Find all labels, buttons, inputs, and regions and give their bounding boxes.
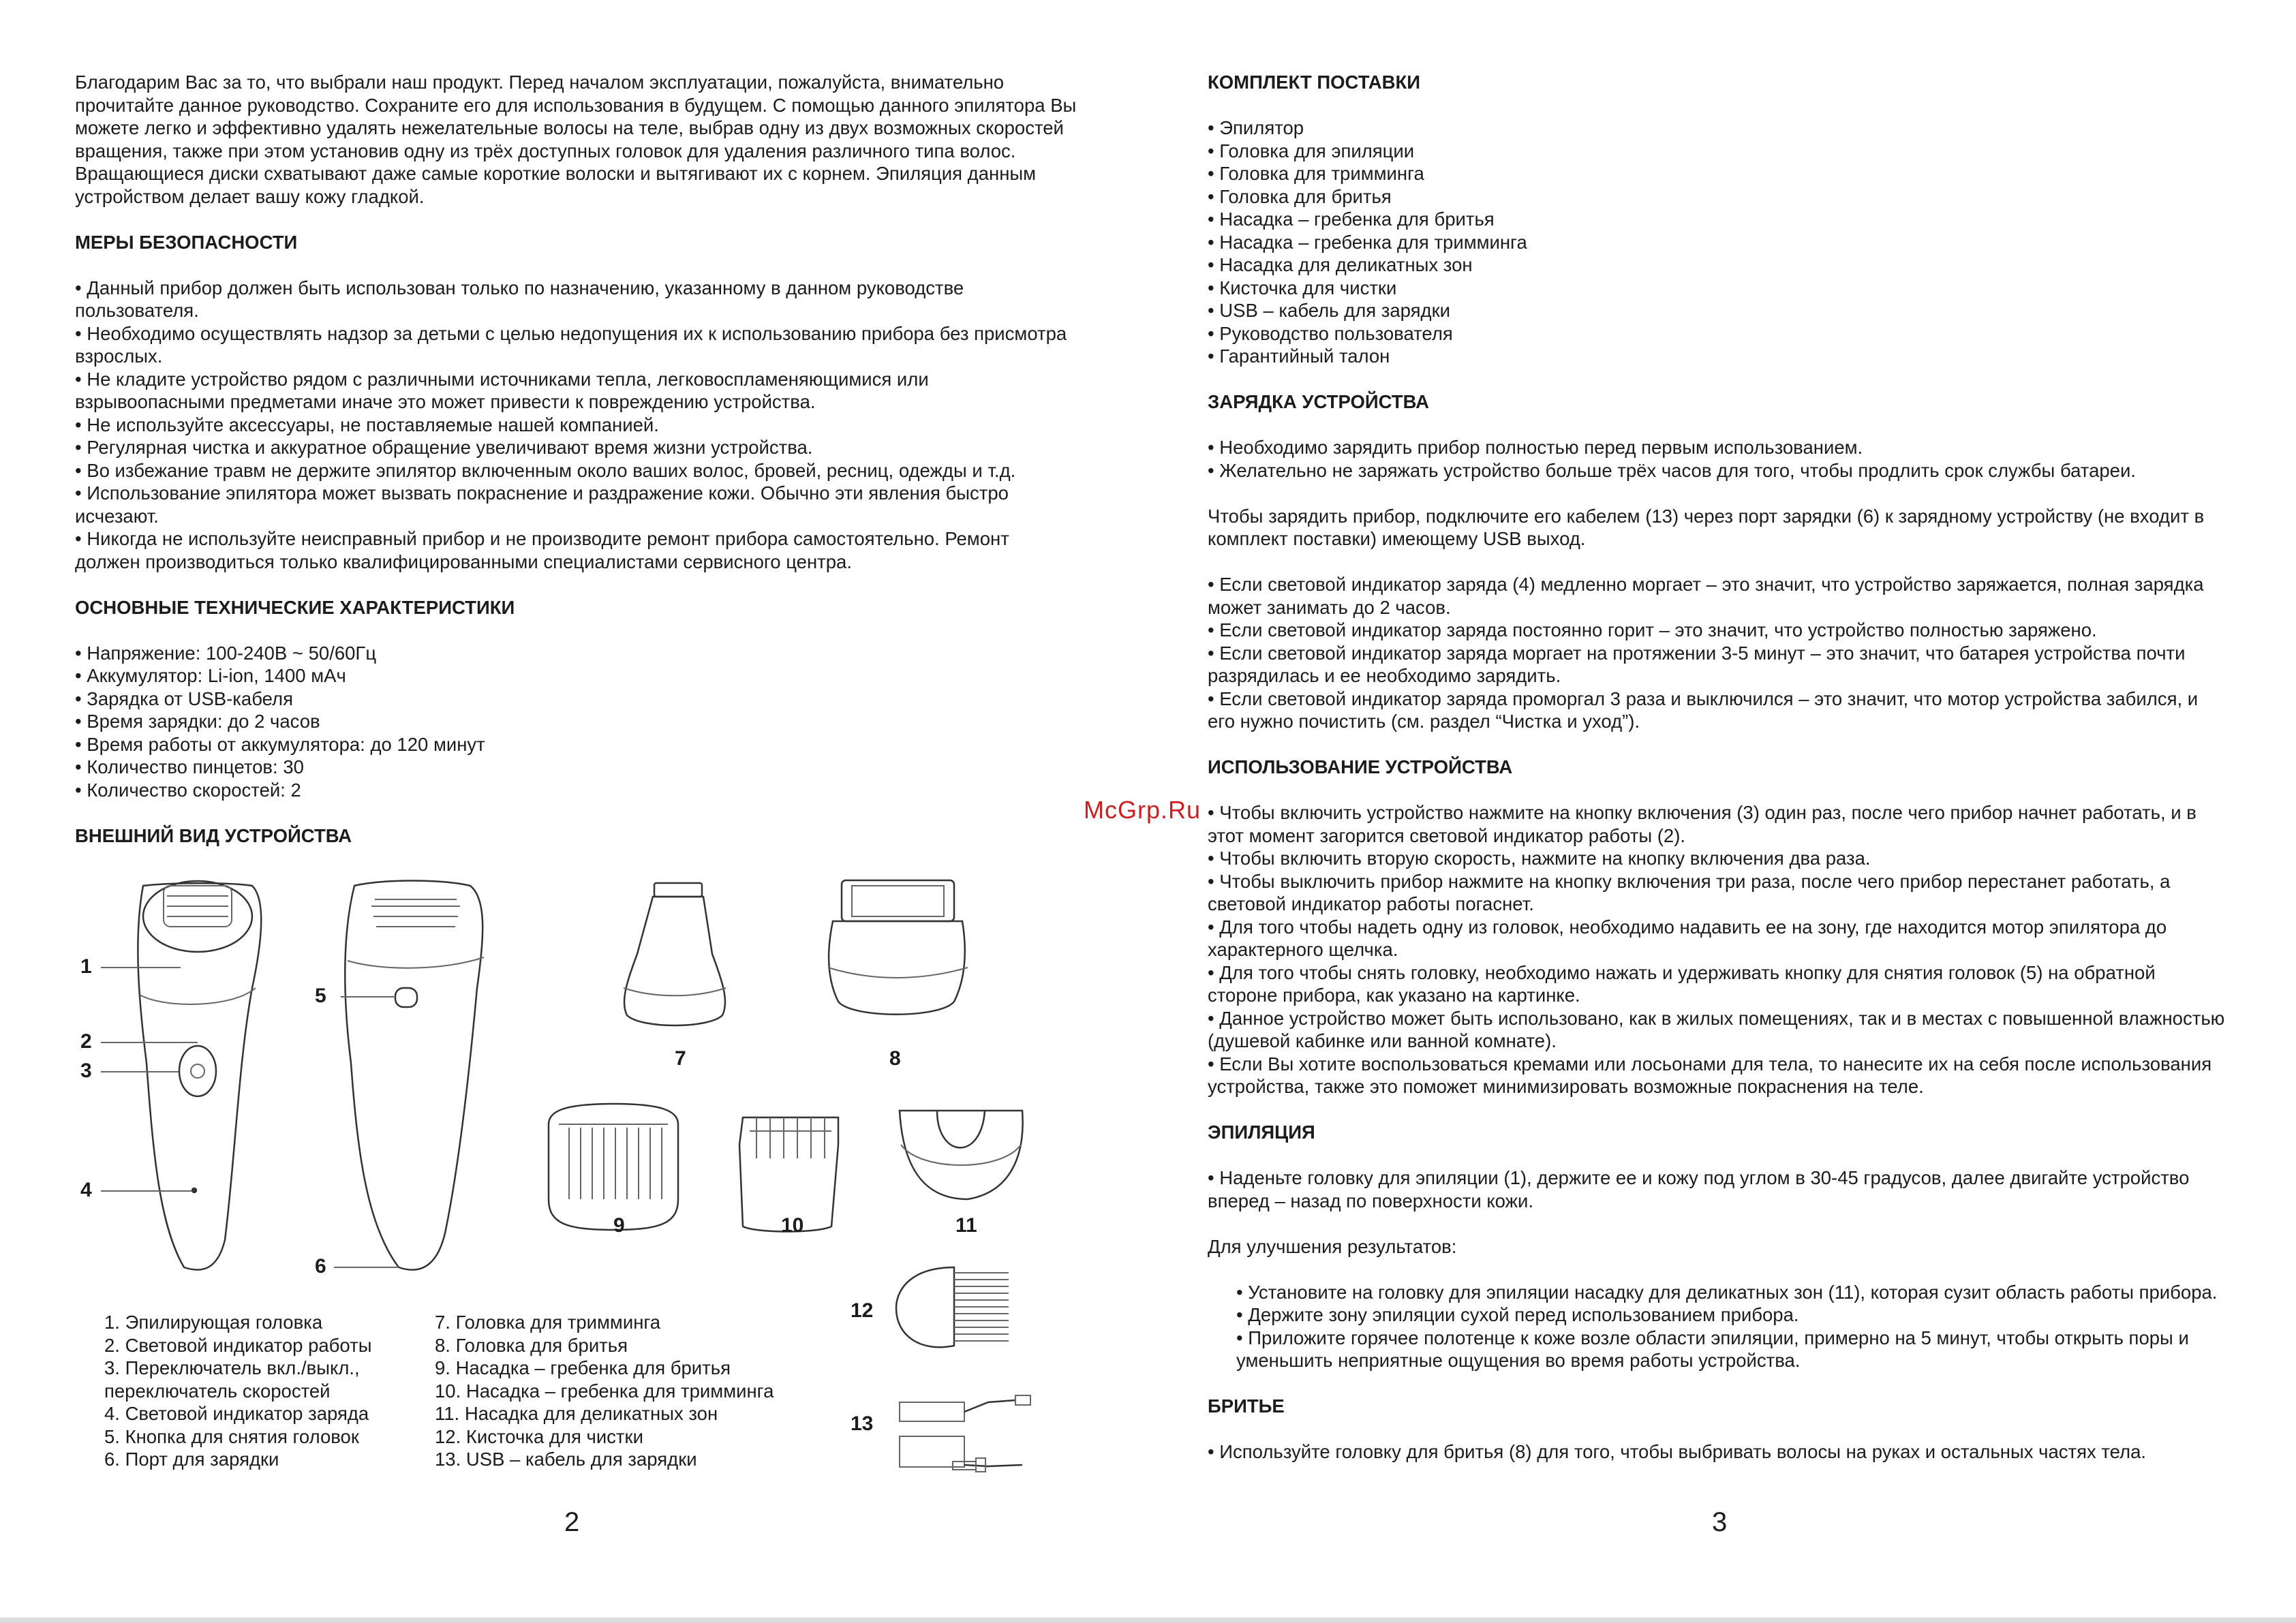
legend-item: переключатель скоростей bbox=[104, 1380, 331, 1402]
right-text-column bbox=[1208, 71, 2230, 1464]
list-item: • Время зарядки: до 2 часов bbox=[75, 711, 320, 732]
callout-8: 8 bbox=[889, 1047, 901, 1070]
watermark-text: McGrp.Ru bbox=[1084, 796, 1201, 824]
callout-4: 4 bbox=[80, 1179, 92, 1201]
epilator-front-illustration bbox=[138, 881, 261, 1270]
list-item: • Насадка – гребенка для бритья bbox=[1208, 208, 1495, 230]
list-item: • Насадка – гребенка для тримминга bbox=[1208, 231, 1527, 253]
results-list bbox=[1208, 1281, 2230, 1372]
kit-heading: КОМПЛЕКТ ПОСТАВКИ bbox=[1208, 72, 1421, 93]
list-item: • USB – кабель для зарядки bbox=[1208, 300, 1450, 321]
page-number: 3 bbox=[1712, 1507, 1728, 1537]
list-item: • Для того чтобы надеть одну из головок, необходимо надавить ее на зону, где находится мотор эпилятора до характерного щелчка. bbox=[1208, 916, 2167, 960]
callout-9: 9 bbox=[613, 1214, 625, 1237]
list-item: • Данный прибор должен быть использован только по назначению, указанному в данном руководстве пользователя. bbox=[75, 277, 969, 321]
list-item: • Эпилятор bbox=[1208, 117, 1304, 138]
cleaning-brush-illustration bbox=[896, 1267, 1009, 1347]
legend-item: 10. Насадка – гребенка для тримминга bbox=[435, 1380, 774, 1402]
delicate-cap-illustration bbox=[900, 1111, 1023, 1199]
usage-heading: ИСПОЛЬЗОВАНИЕ УСТРОЙСТВА bbox=[1208, 756, 1513, 777]
list-item: • Чтобы включить устройство нажмите на кнопку включения (3) один раз, после чего прибор начнет работать, и в этот момент загорится световой индикатор работы (2). bbox=[1208, 802, 2196, 846]
list-item: • Необходимо осуществлять надзор за детьми с целью недопущения их к использованию прибора без присмотра взрослых. bbox=[75, 322, 1072, 367]
list-item: • Количество пинцетов: 30 bbox=[75, 756, 304, 777]
list-item: • Если световой индикатор заряда моргает на протяжении 3-5 минут – это значит, что батарея устройства почти разрядилась и ее необходимо зарядить. bbox=[1208, 642, 2186, 686]
safety-heading: МЕРЫ БЕЗОПАСНОСТИ bbox=[75, 231, 298, 253]
list-item: • Головка для бритья bbox=[1208, 185, 1392, 207]
callout-1: 1 bbox=[80, 955, 92, 978]
callout-2: 2 bbox=[80, 1030, 92, 1053]
results-intro: Для улучшения результатов: bbox=[1208, 1235, 1457, 1257]
list-item: • Если световой индикатор заряда постоянно горит – это значит, что устройство полностью заряжено. bbox=[1208, 619, 2097, 640]
epilator-back-illustration bbox=[345, 881, 484, 1270]
page-number: 2 bbox=[564, 1507, 580, 1537]
list-item: • Установите на головку для эпиляции насадку для деликатных зон (11), которая сузит область работы прибора. bbox=[1236, 1281, 2218, 1303]
callout-11: 11 bbox=[955, 1214, 977, 1237]
list-item: • Никогда не используйте неисправный прибор и не производите ремонт прибора самостоятельно. Ремонт должен производиться только квалифицированными специалистами сервисного центра. bbox=[75, 528, 1015, 572]
shaving-head-illustration bbox=[828, 880, 968, 1015]
legend-item: 7. Головка для тримминга bbox=[435, 1312, 661, 1333]
callout-12: 12 bbox=[851, 1299, 874, 1322]
epilation-heading: ЭПИЛЯЦИЯ bbox=[1208, 1122, 1315, 1143]
charging-paragraph: Чтобы зарядить прибор, подключите его кабелем (13) через порт зарядки (6) к зарядному устройству (не входит в комплект поставки) имеющему USB выход. bbox=[1208, 505, 2205, 549]
list-item: • Держите зону эпиляции сухой перед использованием прибора. bbox=[1236, 1304, 1799, 1325]
kit-list bbox=[1208, 117, 2230, 368]
list-item: • Аккумулятор: Li-ion, 1400 мАч bbox=[75, 665, 346, 686]
legend-item: 4. Световой индикатор заряда bbox=[104, 1403, 369, 1424]
page-right bbox=[1148, 0, 2296, 1623]
epilation-paragraph: • Наденьте головку для эпиляции (1), держите ее и кожу под углом в 30-45 градусов, далее двигайте устройство вперед – назад по поверхности кожи. bbox=[1208, 1167, 2190, 1211]
list-item: • Для того чтобы снять головку, необходимо нажать и удерживать кнопку для снятия головок (5) на обратной стороне прибора, как указано на картинке. bbox=[1208, 961, 2156, 1006]
callout-3: 3 bbox=[80, 1060, 92, 1082]
legend-item: 3. Переключатель вкл./выкл., bbox=[104, 1357, 360, 1378]
charging-heading: ЗАРЯДКА УСТРОЙСТВА bbox=[1208, 391, 1429, 412]
list-item: • Количество скоростей: 2 bbox=[75, 779, 301, 801]
appearance-heading: ВНЕШНИЙ ВИД УСТРОЙСТВА bbox=[75, 824, 352, 846]
list-item: • Головка для тримминга bbox=[1208, 163, 1424, 184]
shaving-comb-illustration bbox=[549, 1104, 678, 1230]
list-item: • Не используйте аксессуары, не поставляемые нашей компанией. bbox=[75, 414, 659, 435]
list-item: • Руководство пользователя bbox=[1208, 322, 1453, 344]
legend-item: 8. Головка для бритья bbox=[435, 1334, 628, 1356]
list-item: • Кисточка для чистки bbox=[1208, 277, 1397, 298]
trimmer-head-illustration bbox=[624, 883, 726, 1025]
bottom-divider bbox=[0, 1618, 2296, 1623]
list-item: • Если Вы хотите воспользоваться кремами или лосьонами для тела, то нанесите их на себя после использования устройства, также это поможет минимизировать возможные покраснения на теле. bbox=[1208, 1053, 2212, 1097]
list-item: • Напряжение: 100-240В ~ 50/60Гц bbox=[75, 642, 377, 664]
legend-column-2 bbox=[435, 1311, 816, 1471]
list-item: • Приложите горячее полотенце к коже возле области эпиляции, примерно на 5 минут, чтобы открыть поры и уменьшить неприятные ощущения во время работы устройства. bbox=[1236, 1327, 2189, 1371]
legend-item: 12. Кисточка для чистки bbox=[435, 1425, 643, 1447]
list-item: • Насадка для деликатных зон bbox=[1208, 254, 1473, 275]
shaving-paragraph: • Используйте головку для бритья (8) для того, чтобы выбривать волосы на руках и остальных частях тела. bbox=[1208, 1441, 2147, 1462]
callout-6: 6 bbox=[315, 1255, 326, 1278]
list-item: • Чтобы включить вторую скорость, нажмите на кнопку включения два раза. bbox=[1208, 848, 1871, 869]
legend-item: 6. Порт для зарядки bbox=[104, 1449, 279, 1470]
list-item: • Чтобы выключить прибор нажмите на кнопку включения три раза, после чего прибор перестанет работать, а световой индикатор работы погаснет. bbox=[1208, 870, 2171, 914]
legend-item: 11. Насадка для деликатных зон bbox=[435, 1403, 718, 1424]
callout-7: 7 bbox=[675, 1047, 686, 1070]
list-item: • Желательно не заряжать устройство больше трёх часов для того, чтобы продлить срок службы батареи. bbox=[1208, 459, 2136, 481]
intro-paragraph: Благодарим Вас за то, что выбрали наш продукт. Перед началом эксплуатации, пожалуйста, внимательно прочитайте данное руководство. Сохраните его для использования в будущем. С помощью данного эпилятора Вы можете легко и эффективно удалять нежелательные волосы на теле, выбрав одну из двух возможных скоростей вращения, также при этом установив одну из трёх доступных головок для удаления различного типа волос. Вращающиеся диски схватывают даже самые короткие волоски и вытягивают их с корнем. Эпиляция данным устройством делает вашу кожу гладкой. bbox=[75, 72, 1077, 207]
callout-10: 10 bbox=[781, 1214, 804, 1237]
list-item: • Если световой индикатор заряда (4) медленно моргает – это значит, что устройство заряжается, полная зарядка может занимать до 2 часов. bbox=[1208, 574, 2204, 618]
list-item: • Использование эпилятора может вызвать покраснение и раздражение кожи. Обычно эти явления быстро исчезают. bbox=[75, 482, 1014, 527]
list-item: • Зарядка от USB-кабеля bbox=[75, 687, 293, 709]
list-item: • Не кладите устройство рядом с различными источниками тепла, легковоспламеняющимися или взрывоопасными предметами иначе это может привести к повреждению устройства. bbox=[75, 368, 934, 412]
list-item: • Гарантийный талон bbox=[1208, 345, 1390, 367]
callout-13: 13 bbox=[851, 1412, 874, 1435]
legend-item: 13. USB – кабель для зарядки bbox=[435, 1449, 697, 1470]
legend-column-1 bbox=[104, 1311, 425, 1471]
usb-cable-illustration bbox=[900, 1395, 1030, 1472]
list-item: • Данное устройство может быть использовано, как в жилых помещениях, так и в местах с повышенной влажностью (душевой кабинке или ванной комнате). bbox=[1208, 1007, 2225, 1051]
callout-5: 5 bbox=[315, 985, 326, 1007]
legend-item: 1. Эпилирующая головка bbox=[104, 1312, 323, 1333]
legend-item: 9. Насадка – гребенка для бритья bbox=[435, 1357, 731, 1378]
shaving-heading: БРИТЬЕ bbox=[1208, 1395, 1285, 1417]
list-item: • Необходимо зарядить прибор полностью перед первым использованием. bbox=[1208, 437, 1863, 458]
legend-item: 5. Кнопка для снятия головок bbox=[104, 1425, 359, 1447]
legend-item: 2. Световой индикатор работы bbox=[104, 1334, 372, 1356]
list-item: • Регулярная чистка и аккуратное обращение увеличивают время жизни устройства. bbox=[75, 437, 813, 458]
specs-heading: ОСНОВНЫЕ ТЕХНИЧЕСКИЕ ХАРАКТЕРИСТИКИ bbox=[75, 596, 515, 618]
list-item: • Если световой индикатор заряда проморгал 3 раза и выключился – это значит, что мотор устройства забился, и его нужно почистить (см. раздел “Чистка и уход”). bbox=[1208, 687, 2199, 732]
list-item: • Головка для эпиляции bbox=[1208, 140, 1415, 161]
list-item: • Время работы от аккумулятора: до 120 минут bbox=[75, 733, 485, 755]
list-item: • Во избежание травм не держите эпилятор включенным около ваших волос, бровей, ресниц, одежды и т.д. bbox=[75, 459, 1016, 481]
